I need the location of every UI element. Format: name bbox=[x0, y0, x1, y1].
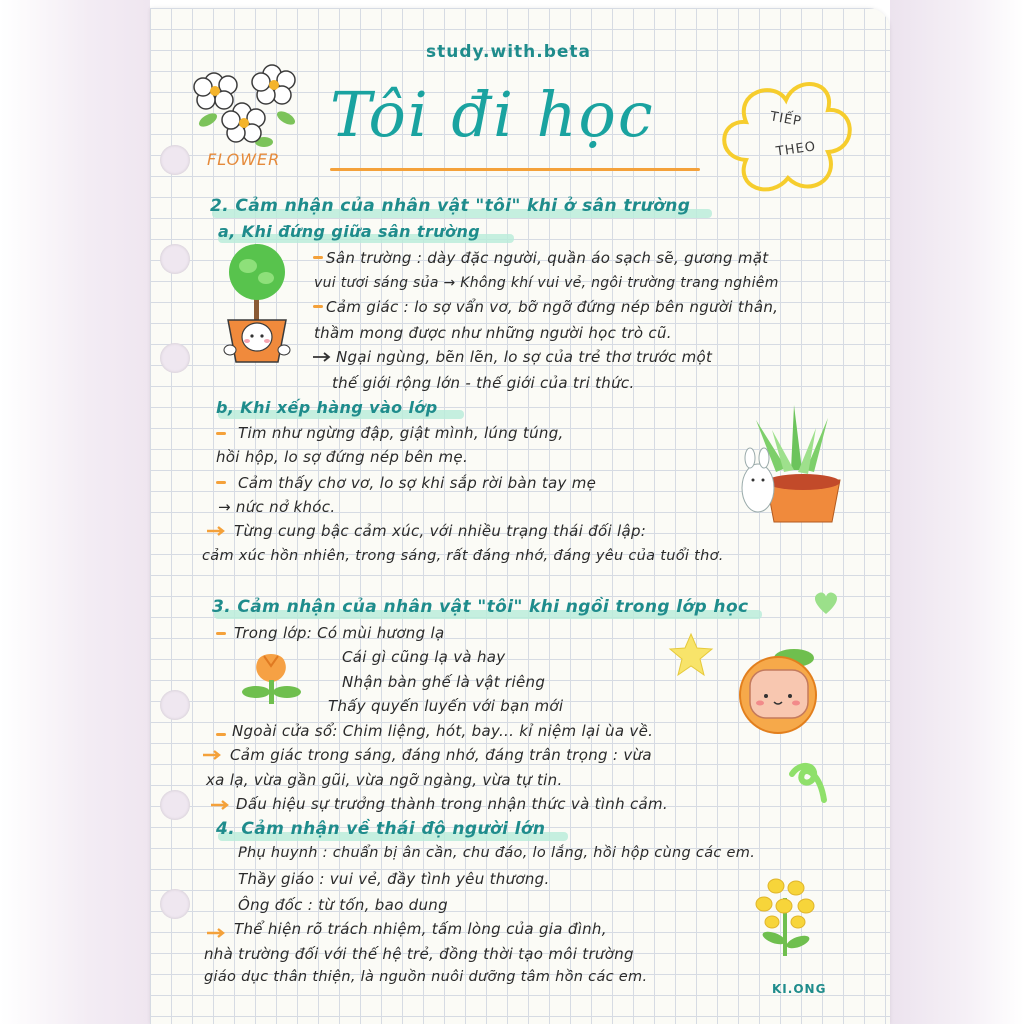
background-left bbox=[0, 0, 150, 1024]
tulip-sticker-icon bbox=[240, 652, 302, 708]
arrow-icon bbox=[206, 928, 226, 938]
arrow-icon bbox=[312, 352, 332, 362]
text-line: thế giới rộng lớn - thế giới của tri thức. bbox=[332, 374, 635, 392]
text-line: Nhận bàn ghế là vật riêng bbox=[342, 673, 546, 691]
bullet-dash bbox=[216, 733, 226, 736]
text-line: Thấy quyến luyến với bạn mới bbox=[328, 697, 564, 715]
section-3-heading: 3. Cảm nhận của nhân vật "tôi" khi ngồi trong lớp học bbox=[212, 597, 749, 617]
yellow-flower-sticker-icon bbox=[746, 876, 824, 960]
plant-pot-sticker-icon bbox=[218, 242, 296, 372]
arrow-icon bbox=[210, 800, 230, 810]
brand-label: study.with.beta bbox=[426, 42, 592, 62]
swirl-sticker-icon bbox=[786, 760, 832, 806]
binder-hole bbox=[160, 889, 190, 919]
text-line: Ông đốc : từ tốn, bao dung bbox=[238, 896, 448, 914]
text-line: Cái gì cũng lạ và hay bbox=[342, 648, 506, 666]
bullet-dash bbox=[313, 256, 323, 259]
arrow-icon bbox=[202, 750, 222, 760]
star-sticker-icon bbox=[668, 632, 714, 678]
flower-label: FLOWER bbox=[207, 150, 281, 169]
arrow-icon bbox=[206, 526, 226, 536]
text-line: nhà trường đối với thế hệ trẻ, đồng thời tạo môi trường bbox=[204, 945, 634, 963]
text-line: Ngoài cửa sổ: Chim liệng, hót, bay... kỉ niệm lại ùa về. bbox=[232, 722, 654, 740]
text-line: Thầy giáo : vui vẻ, đầy tình yêu thương. bbox=[238, 870, 550, 888]
badge-text-1: TIẾP bbox=[768, 109, 803, 130]
section-2-heading: 2. Cảm nhận của nhân vật "tôi" khi ở sân trường bbox=[210, 196, 691, 216]
title-underline bbox=[330, 168, 700, 171]
bullet-dash bbox=[216, 481, 226, 484]
flower-badge-icon bbox=[716, 80, 856, 202]
peach-sticker-icon bbox=[736, 640, 826, 736]
binder-hole bbox=[160, 790, 190, 820]
background-right bbox=[890, 0, 1024, 1024]
bullet-dash bbox=[216, 432, 226, 435]
text-line: Sân trường : dày đặc người, quần áo sạch sẽ, gương mặt bbox=[326, 249, 769, 267]
section-2a-heading: a, Khi đứng giữa sân trường bbox=[218, 222, 481, 241]
heart-sticker-icon bbox=[812, 590, 840, 616]
text-line: Cảm thấy chơ vơ, lo sợ khi sắp rời bàn tay mẹ bbox=[238, 474, 597, 492]
flower-sticker-icon bbox=[186, 60, 306, 155]
text-line: → nức nở khóc. bbox=[218, 498, 336, 516]
text-line: thầm mong được như những người học trò cũ. bbox=[314, 324, 672, 342]
section-4-heading: 4. Cảm nhận về thái độ người lớn bbox=[216, 819, 546, 839]
text-line: vui tươi sáng sủa → Không khí vui vẻ, ngôi trường trang nghiêm bbox=[314, 275, 779, 291]
text-line: Trong lớp: Có mùi hương lạ bbox=[234, 624, 445, 642]
text-line: Cảm giác trong sáng, đáng nhớ, đáng trân trọng : vừa bbox=[230, 746, 652, 764]
bullet-dash bbox=[216, 632, 226, 635]
binder-hole bbox=[160, 690, 190, 720]
footer-mark: KI.ONG bbox=[772, 982, 827, 996]
text-line: Phụ huynh : chuẩn bị ân cần, chu đáo, lo lắng, hồi hộp cùng các em. bbox=[238, 845, 756, 861]
section-2b-heading: b, Khi xếp hàng vào lớp bbox=[216, 398, 438, 417]
text-line: Cảm giác : lo sợ vẩn vơ, bỡ ngỡ đứng nép bên người thân, bbox=[326, 298, 779, 316]
text-line: giáo dục thân thiện, là nguồn nuôi dưỡng tâm hồn các em. bbox=[204, 969, 648, 985]
text-line: Từng cung bậc cảm xúc, với nhiều trạng thái đối lập: bbox=[234, 522, 647, 540]
binder-hole bbox=[160, 343, 190, 373]
text-line: Thể hiện rõ trách nhiệm, tấm lòng của gia đình, bbox=[234, 920, 607, 938]
text-line: cảm xúc hồn nhiên, trong sáng, rất đáng nhớ, đáng yêu của tuổi thơ. bbox=[202, 548, 724, 564]
binder-hole bbox=[160, 244, 190, 274]
badge-text-2: THEO bbox=[775, 139, 818, 160]
text-line: Dấu hiệu sự trưởng thành trong nhận thức và tình cảm. bbox=[236, 795, 668, 813]
text-line: hồi hộp, lo sợ đứng nép bên mẹ. bbox=[216, 448, 469, 466]
succulent-sticker-icon bbox=[736, 400, 848, 526]
page-title: Tôi đi học bbox=[330, 78, 655, 151]
bullet-dash bbox=[313, 305, 323, 308]
text-line: Tim như ngừng đập, giật mình, lúng túng, bbox=[238, 424, 564, 442]
text-line: xa lạ, vừa gần gũi, vừa ngỡ ngàng, vừa tự tin. bbox=[206, 771, 563, 789]
text-line: Ngại ngùng, bẽn lẽn, lo sợ của trẻ thơ trước một bbox=[336, 348, 713, 366]
